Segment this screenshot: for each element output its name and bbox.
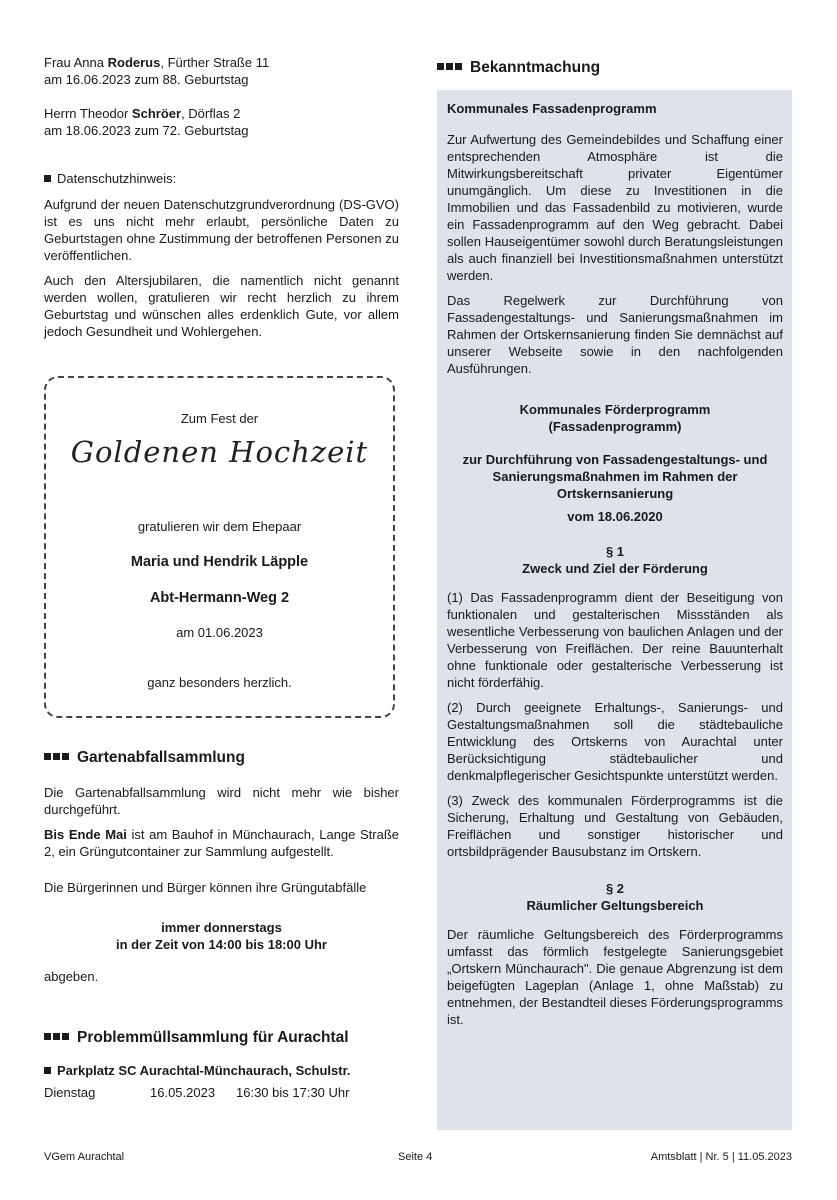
anniversary-card [44,376,395,718]
section-number: § 1 [605,544,625,559]
garden-section [44,748,399,985]
card-address: Abt-Hermann-Weg 2 [149,590,290,606]
card-congrats: gratulieren wir dem Ehepaar [137,519,302,534]
garden-paragraph: Die Gartenabfallsammlung wird nicht mehr wie bisher durchgeführt. [44,785,399,817]
footer-page-number: Seite 4 [398,1151,433,1163]
privacy-heading: Datenschutzhinweis: [44,170,399,187]
notice-paragraph: Zur Aufwertung des Gemeindebildes und Schaffung einer entsprechenden Atmosphäre ist die Mitwirkungsbereitschaft privater Eigentümer unumgänglich. Um diese zu Investitionen in die Immobilien und das Fassadenbild zu motivieren, wurde ein Fassadenprogramm auf den Weg gebracht. Dabei sollen Hauseigentümer sowohl durch Beratungsleistungen als auch finanziell bei Investitionsmaßnahmen unterstützt werden. [447,132,783,283]
birthday-name: Roderus [107,55,161,70]
program-subtitle: zur Durchführung von Fassadengestaltungs- und Sanierungsmaßnahmen im Rahmen der Ortskernsanierung [462,452,768,501]
square-bullet-icon [455,63,462,70]
problem-location: Parkplatz SC Aurachtal-Münchaurach, Schulstr. [44,1062,399,1079]
footer-left: VGem Aurachtal [44,1151,125,1163]
card-intro: Zum Fest der [180,411,259,426]
notice-paragraph: (3) Zweck des kommunalen Förderprogramms ist die Sicherung, Erhaltung und Gestaltung von Gebäuden, Freiflächen und sonstiger historischer und ortsbildprägender Bausubstanz im Ortskern. [447,793,783,859]
card-closing: ganz besonders herzlich. [147,675,292,690]
section-heading: Bekanntmachung [437,58,600,78]
garden-paragraph: Die Bürgerinnen und Bürger können ihre Grüngutabfälle [44,880,367,895]
garden-time: immer donnerstags [161,920,282,935]
section-number: § 2 [605,881,625,896]
card-date: am 01.06.2023 [176,625,263,640]
notice-paragraph: (1) Das Fassadenprogramm dient der Beseitigung von funktionalen und gestalterischen Missständen als wesentliche Verbesserung von baulichen Anlagen und der Verbesserung von Freiflächen. Der reine Bauunterhalt ohne funktionale oder gestalterische Verbesserung ist nicht förderfähig. [447,590,783,690]
birthday-prefix: Frau Anna [44,55,108,70]
program-title: (Fassadenprogramm) [548,419,682,434]
square-bullet-icon [44,175,51,182]
square-bullet-icon [62,753,69,760]
card-couple-names: Maria und Hendrik Läpple [130,554,309,570]
section-title: Räumlicher Geltungsbereich [526,898,704,913]
notice-content [447,100,783,1028]
problem-section [44,1028,399,1101]
birthday-prefix: Herrn Theodor [44,106,132,121]
garden-paragraph: abgeben. [44,969,99,984]
square-bullet-icon [44,1067,51,1074]
footer-right: Amtsblatt | Nr. 5 | 11.05.2023 [650,1151,792,1163]
privacy-paragraph: Aufgrund der neuen Datenschutzgrundverordnung (DS-GVO) ist es uns nicht mehr erlaubt, persönliche Daten zu Geburtstagen ohne Zustimmung der betroffenen Personen zu veröffentlichen. [44,197,399,263]
garden-paragraph: Bis Ende Mai ist am Bauhof in Münchaurach, Lange Straße 2, ein Grüngutcontainer zur Sammlung aufgestellt. [44,827,399,859]
square-bullet-icon [44,753,51,760]
problem-schedule: Dienstag 16.05.2023 16:30 bis 17:30 Uhr [44,1085,350,1100]
square-bullet-icon [62,1033,69,1040]
square-bullet-icon [53,1033,60,1040]
square-bullet-icon [437,63,444,70]
left-column [44,54,399,340]
birthday-date: am 16.06.2023 zum 88. Geburtstag [44,72,249,87]
birthday-name: Schröer [131,106,182,121]
section-title: Zweck und Ziel der Förderung [522,561,708,576]
notice-paragraph: (2) Durch geeignete Erhaltungs-, Sanierungs- und Gestaltungsmaßnahmen soll die städtebauliche Entwicklung des Ortskerns von Aurachtal unter Berücksichtigung städtebaulicher und denkmalpflegerischer Gesichtspunkte unterstützt werden. [447,700,783,783]
notice-panel [437,90,792,1130]
birthday-date: am 18.06.2023 zum 72. Geburtstag [44,123,249,138]
section-heading: Problemmüllsammlung für Aurachtal [44,1028,399,1048]
square-bullet-icon [44,1033,51,1040]
square-bullet-icon [53,753,60,760]
square-bullet-icon [446,63,453,70]
notice-subheading: Kommunales Fassadenprogramm [447,101,657,116]
privacy-paragraph: Auch den Altersjubilaren, die namentlich nicht genannt werden wollen, gratulieren wir recht herzlich zu ihrem Geburtstag und wünschen alles erdenklich Gute, vor allem jedoch Gesundheit und Wohlergehen. [44,273,399,339]
program-date: vom 18.06.2020 [567,509,663,524]
section-heading: Gartenabfallsammlung [44,748,399,768]
garden-time: in der Zeit von 14:00 bis 18:00 Uhr [116,937,327,952]
notice-paragraph: Das Regelwerk zur Durchführung von Fassadengestaltungs- und Sanierungsmaßnahmen im Rahmen der Ortskernsanierung finden Sie demnächst auf unserer Webseite sowie in den nachfolgenden Ausführungen. [447,293,783,376]
birthday-entry [44,105,399,139]
birthday-entry [44,54,399,88]
card-script-title: Goldenen Hochzeit [70,435,369,469]
birthday-address: , Fürther Straße 11 [160,55,270,70]
birthday-address: , Dörflas 2 [181,106,241,121]
notice-paragraph: Der räumliche Geltungsbereich des Förderprogramms umfasst das förmlich festgelegte Sanierungsgebiet „Ortskern Münchaurach". Die genaue Abgrenzung ist dem beigefügten Lageplan (Anlage 1, ohne Maßstab) zu entnehmen, der Bestandteil dieses Förderungsprogramms ist. [447,927,784,1027]
program-title: Kommunales Förderprogramm [519,402,711,417]
